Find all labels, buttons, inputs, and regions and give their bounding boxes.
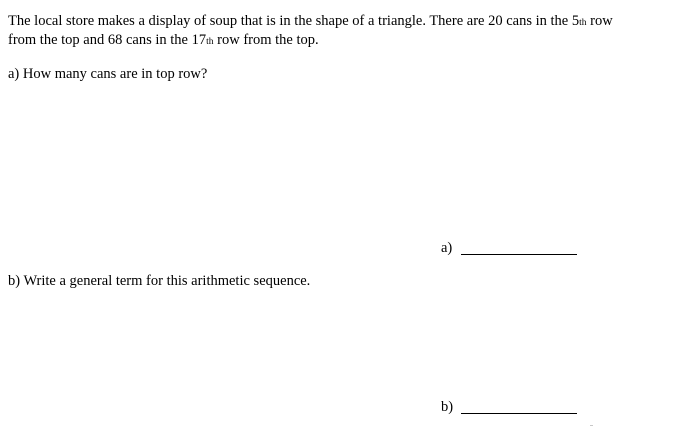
answer-b-blank bbox=[461, 413, 577, 414]
problem-text: The local store makes a display of soup that is in the shape of a triangle. There are 20 cans in the 5 bbox=[8, 13, 580, 29]
question-a: a) How many cans are in top row? bbox=[8, 66, 208, 82]
question-b: b) Write a general term for this arithmetic sequence. bbox=[8, 273, 311, 289]
answer-b-label: b) bbox=[441, 399, 454, 415]
ordinal-suffix: th bbox=[579, 18, 587, 28]
problem-statement bbox=[8, 13, 658, 51]
answer-a bbox=[441, 240, 452, 257]
problem-line-2 bbox=[8, 32, 658, 51]
problem-text: row from the top. bbox=[213, 32, 319, 48]
problem-line-1 bbox=[8, 13, 658, 32]
answer-a-blank bbox=[461, 254, 577, 255]
answer-b bbox=[441, 399, 453, 416]
problem-text: row bbox=[586, 13, 613, 29]
scan-speck bbox=[590, 425, 593, 426]
ordinal-suffix: th bbox=[206, 37, 214, 47]
answer-a-label: a) bbox=[441, 240, 453, 256]
problem-text: from the top and 68 cans in the 17 bbox=[8, 32, 207, 48]
